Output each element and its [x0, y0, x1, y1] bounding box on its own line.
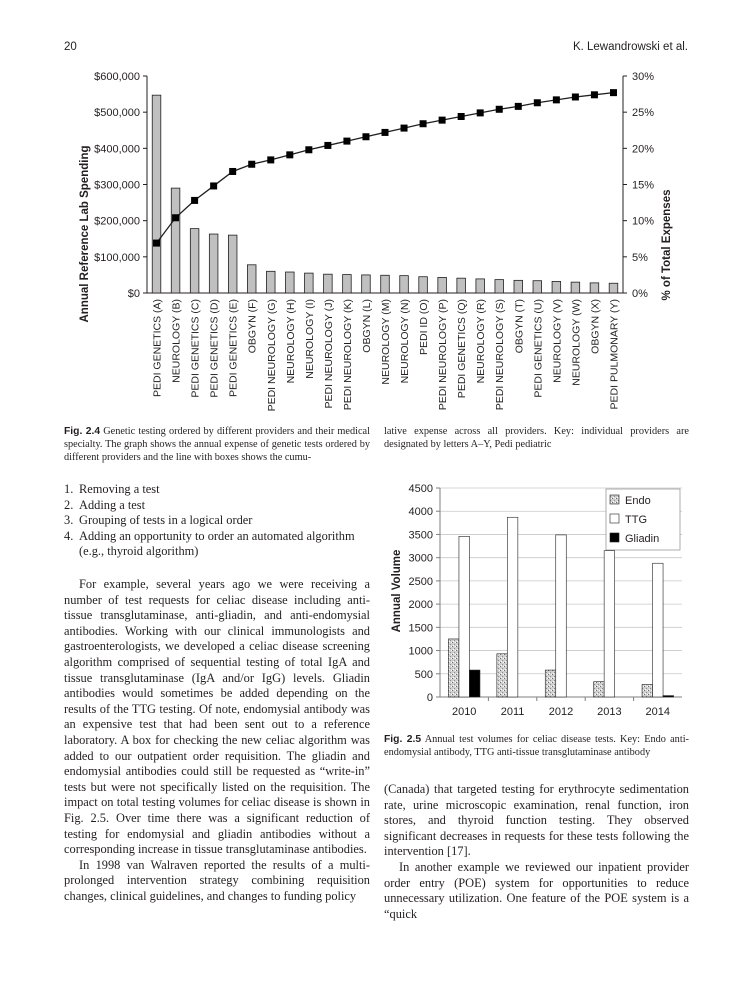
volume-bar	[642, 684, 653, 697]
legend-label: Gliadin	[625, 533, 660, 545]
spending-bar	[228, 235, 237, 293]
y2-tick-label: 10%	[632, 215, 655, 228]
legend-swatch	[610, 533, 619, 542]
y-tick-label: 2500	[408, 575, 433, 588]
volume-bar	[594, 682, 605, 697]
cumulative-point	[172, 214, 179, 221]
paragraph: In another example we reviewed our inpatient provider order entry (POE) system for opportunities to reduce unnecessary utilization. One feature of the POE system is a “quick	[384, 859, 689, 921]
spending-bar	[457, 278, 466, 293]
x-tick-label: NEUROLOGY (V)	[551, 299, 564, 383]
spending-bar	[209, 234, 218, 293]
legend-label: Endo	[625, 495, 651, 507]
volume-bar	[545, 670, 556, 697]
cumulative-point	[534, 99, 541, 106]
x-tick-label: PEDI GENETICS (Q)	[456, 299, 469, 399]
cumulative-point	[267, 156, 274, 163]
x-tick-label: PEDI GENETICS (E)	[227, 299, 240, 398]
y2-tick-label: 15%	[632, 179, 655, 192]
page-number: 20	[64, 41, 77, 53]
paragraph: For example, several years ago we were receiving a number of test requests for celiac disease including anti-tissue transglutaminase, anti-gliadin, and anti-endomysial antibodies. Working with our clinical immunologists and gastroenterologists, we developed a celiac disease screening algorithm comprised of sequential testing of total IgA and tissue transglutaminase (IgA and/or IgG) levels. Gliadin antibodies would sometimes be added depending on the results of the TTG testing. Of note, endomysial antibody was an expensive test that had been sent out to a reference laboratory. A box for checking the new celiac algorithm was added to our outpatient order requisition. The gliadin and endomysial antibodies could still be requested as “write-in” tests but were not specifically listed on the requisition. The impact on total testing volumes for celiac disease is shown in Fig. 2.5. Over time there was a significant reduction of testing for endomysial and gliadin antibodies without a corresponding increase in tissue transglutaminase antibodies.	[64, 577, 370, 857]
cumulative-point	[610, 89, 617, 96]
y-tick-label: 3000	[408, 552, 433, 565]
list-item: 3. Grouping of tests in a logical order	[64, 513, 253, 528]
fig24-label: Fig. 2.4	[64, 426, 101, 437]
x-tick-label: PEDI GENETICS (U)	[532, 299, 545, 398]
fig25-caption	[384, 733, 689, 759]
y-axis-label: Annual Reference Lab Spending	[79, 145, 91, 323]
x-tick-label: OBGYN (F)	[246, 299, 259, 354]
spending-bar	[438, 277, 447, 293]
x-tick-label: OBGYN (X)	[589, 299, 602, 354]
paragraph: In 1998 van Walraven reported the results of a multi-prolonged intervention strategy combining requisition changes, clinical guidelines, and changes to funding policy	[64, 857, 370, 903]
spending-bar	[362, 275, 371, 293]
x-tick-label: PEDI PULMONARY (Y)	[608, 299, 621, 410]
y-tick-label: 0	[426, 692, 433, 704]
legend-label: TTG	[625, 514, 647, 526]
fig24-caption-text: Genetic testing ordered by different providers and their medical specialty. The graph shows the annual expense of genetic tests ordered by different providers and the line with boxes shows the cumu-	[64, 426, 370, 463]
legend	[606, 489, 680, 550]
x-tick-label: PEDI GENETICS (D)	[208, 299, 221, 398]
spending-bar	[400, 276, 409, 293]
x-tick-label: PEDI GENETICS (C)	[189, 299, 202, 398]
y-tick-label: 4000	[408, 506, 433, 519]
y-tick-label: $0	[127, 288, 140, 300]
spending-bar	[552, 281, 561, 293]
volume-bar	[459, 536, 470, 697]
running-head: K. Lewandrowski et al.	[572, 41, 688, 53]
y-axis-label: Annual Volume	[391, 549, 403, 633]
provider-spending-chart	[0, 60, 752, 420]
cumulative-point	[401, 125, 408, 132]
fig24-caption-col2: lative expense across all providers. Key: individual providers are designated by letters A–Y, Pedi pediatric	[384, 426, 689, 450]
cumulative-point	[553, 96, 560, 103]
cumulative-point	[477, 109, 484, 116]
numbered-list	[64, 482, 364, 560]
volume-bar	[448, 639, 459, 697]
spending-bar	[495, 280, 504, 293]
spending-bar	[419, 277, 428, 293]
spending-bar	[152, 95, 161, 293]
spending-bar	[171, 188, 180, 293]
x-tick-label: 2013	[597, 706, 622, 718]
spending-bar	[266, 271, 275, 293]
cumulative-point	[439, 117, 446, 124]
volume-bar	[653, 563, 664, 697]
volume-bar	[497, 654, 508, 697]
cumulative-point	[153, 240, 160, 247]
fig25-label: Fig. 2.5	[384, 734, 422, 745]
x-tick-label: 2012	[548, 706, 574, 718]
spending-bar	[609, 283, 618, 293]
spending-bar	[476, 279, 485, 293]
cumulative-point	[362, 133, 369, 140]
cumulative-point	[210, 182, 217, 189]
x-tick-label: PEDI NEUROLOGY (J)	[322, 299, 335, 409]
y-tick-label: 2000	[408, 599, 433, 612]
spending-bar	[343, 275, 352, 293]
cumulative-point	[420, 120, 427, 127]
cumulative-point	[572, 93, 579, 100]
y2-tick-label: 30%	[632, 71, 655, 83]
cumulative-point	[286, 151, 293, 158]
list-item: 4. Adding an opportunity to order an automated algorithm (e.g., thyroid algorithm)	[64, 528, 355, 559]
y2-axis-label: % of Total Expenses	[661, 189, 673, 301]
x-tick-label: NEUROLOGY (W)	[570, 299, 583, 386]
y-tick-label: 4500	[408, 483, 433, 495]
legend-swatch	[610, 495, 619, 504]
volume-bar	[469, 670, 480, 697]
spending-bar	[381, 275, 390, 293]
spending-bar	[286, 272, 295, 293]
volume-bar	[507, 517, 517, 697]
spending-bar	[514, 280, 523, 293]
y-tick-label: $200,000	[94, 215, 140, 228]
y-tick-label: 3500	[408, 529, 433, 542]
x-tick-label: OBGYN (T)	[513, 299, 526, 354]
cumulative-point	[191, 197, 198, 204]
y2-tick-label: 25%	[632, 107, 655, 120]
y2-tick-label: 20%	[632, 143, 655, 156]
x-tick-label: 2011	[500, 706, 525, 718]
left-column-text	[64, 577, 370, 904]
x-tick-label: NEUROLOGY (I)	[303, 299, 316, 379]
cumulative-line	[157, 93, 614, 243]
y-tick-label: 1000	[408, 645, 433, 658]
right-column-text	[384, 782, 689, 922]
y2-tick-label: 0%	[632, 288, 648, 300]
y-tick-label: $100,000	[94, 251, 140, 264]
x-tick-label: NEUROLOGY (H)	[284, 299, 297, 384]
x-tick-label: NEUROLOGY (B)	[170, 299, 183, 383]
list-item: 1. Removing a test	[64, 482, 160, 496]
spending-bar	[533, 281, 542, 293]
x-tick-label: NEUROLOGY (R)	[475, 299, 488, 384]
x-tick-label: PEDI NEUROLOGY (K)	[341, 299, 354, 411]
x-tick-label: PEDI NEUROLOGY (P)	[437, 299, 450, 411]
y2-tick-label: 5%	[632, 251, 648, 264]
x-tick-label: NEUROLOGY (N)	[399, 299, 412, 384]
spending-bar	[571, 282, 580, 293]
y-tick-label: $600,000	[94, 71, 140, 83]
cumulative-point	[515, 103, 522, 110]
y-tick-label: $300,000	[94, 179, 140, 192]
cumulative-point	[382, 129, 389, 136]
y-tick-label: 500	[414, 668, 433, 681]
celiac-test-volume-chart	[384, 478, 694, 726]
x-tick-label: PEDI NEUROLOGY (G)	[265, 299, 278, 412]
cumulative-point	[343, 138, 350, 145]
spending-bar	[324, 274, 333, 293]
volume-bar	[663, 696, 674, 697]
spending-bar	[590, 283, 599, 293]
x-tick-label: PEDI NEUROLOGY (S)	[494, 299, 507, 411]
y-tick-label: $400,000	[94, 143, 140, 156]
fig24-caption-col1	[64, 425, 370, 464]
x-tick-label: OBGYN (L)	[360, 299, 373, 353]
spending-bar	[247, 265, 256, 293]
cumulative-point	[229, 168, 236, 175]
x-tick-label: PEDI ID (O)	[418, 299, 431, 356]
cumulative-point	[324, 142, 331, 149]
paragraph: (Canada) that targeted testing for erythrocyte sedimentation rate, urine microscopic examination, renal function, iron stores, and thyroid function testing. They observed significant decreases in requests for these tests following the intervention [17].	[384, 782, 689, 859]
cumulative-point	[591, 91, 598, 98]
spending-bar	[305, 273, 314, 293]
fig25-caption-text: Annual test volumes for celiac disease tests. Key: Endo anti-endomysial antibody, TTG anti-tissue transglutaminase antibody	[384, 734, 689, 758]
spending-bar	[190, 229, 199, 293]
x-tick-label: 2014	[645, 706, 671, 718]
x-tick-label: NEUROLOGY (M)	[380, 299, 392, 385]
x-tick-label: PEDI GENETICS (A)	[151, 299, 164, 398]
list-item: 2. Adding a test	[64, 497, 146, 512]
volume-bar	[556, 535, 567, 697]
y-tick-label: 1500	[408, 622, 433, 635]
y-tick-label: $500,000	[94, 107, 140, 120]
cumulative-point	[305, 146, 312, 153]
legend-swatch	[610, 514, 619, 523]
x-tick-label: 2010	[451, 706, 477, 718]
cumulative-point	[496, 106, 503, 113]
cumulative-point	[248, 161, 255, 168]
volume-bar	[604, 551, 615, 697]
cumulative-point	[458, 113, 465, 120]
